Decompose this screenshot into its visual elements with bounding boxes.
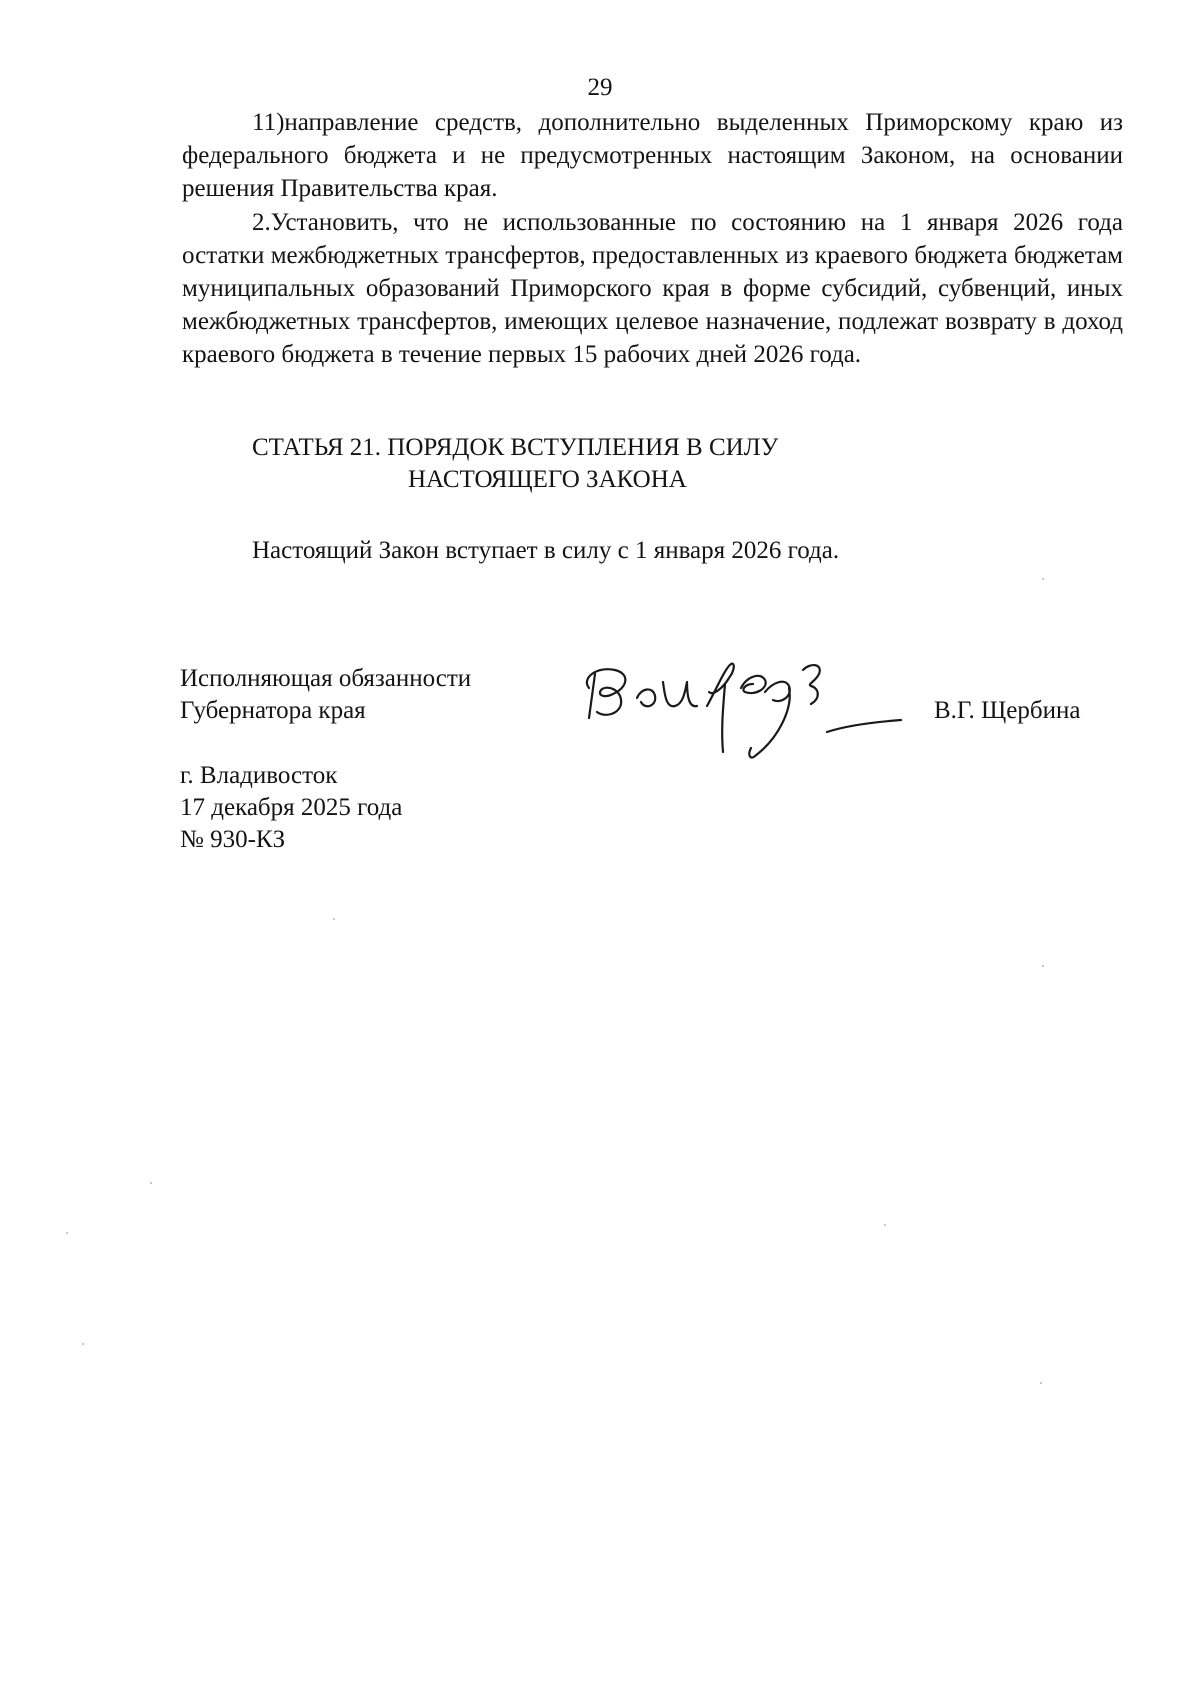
handwritten-signature-icon xyxy=(575,648,905,768)
scan-speck xyxy=(150,1182,152,1184)
scan-speck xyxy=(66,1232,68,1234)
page-number: 29 xyxy=(587,74,613,101)
signer-name: В.Г. Щербина xyxy=(934,697,1081,724)
issue-city: г. Владивосток xyxy=(180,762,338,789)
scan-speck xyxy=(82,1343,84,1345)
paragraph-item-11: 11)направление средств, дополнительно выделенных Приморскому краю из федерального бюджета и не предусмотренных настоящим Законом, на основании решения Правительства края. xyxy=(182,109,1123,202)
issue-date: 17 декабря 2025 года xyxy=(180,794,403,821)
scan-speck xyxy=(1040,1382,1042,1384)
scan-speck xyxy=(884,1224,886,1226)
article-heading-line-2: НАСТОЯЩЕГО ЗАКОНА xyxy=(408,466,687,493)
signer-title-line-2: Губернатора края xyxy=(180,697,366,724)
article-heading-line-1: СТАТЬЯ 21. ПОРЯДОК ВСТУПЛЕНИЯ В СИЛУ xyxy=(252,434,779,461)
paragraph-item-2: 2.Установить, что не использованные по состоянию на 1 января 2026 года остатки межбюджетных трансфертов, предоставленных из краевого бюджета бюджетам муниципальных образований Приморского края в форме субсидий, субвенций, иных межбюджетных трансфертов, имеющих целевое назначение, подлежат возврату в доход краевого бюджета в течение первых 15 рабочих дней 2026 года. xyxy=(182,209,1123,368)
scan-speck xyxy=(1042,965,1044,967)
effective-date-clause: Настоящий Закон вступает в силу с 1 января 2026 года. xyxy=(252,537,840,564)
signer-title-line-1: Исполняющая обязанности xyxy=(180,665,472,692)
scan-speck xyxy=(1042,578,1044,580)
scan-speck xyxy=(333,918,335,920)
law-number: № 930-КЗ xyxy=(180,826,286,853)
